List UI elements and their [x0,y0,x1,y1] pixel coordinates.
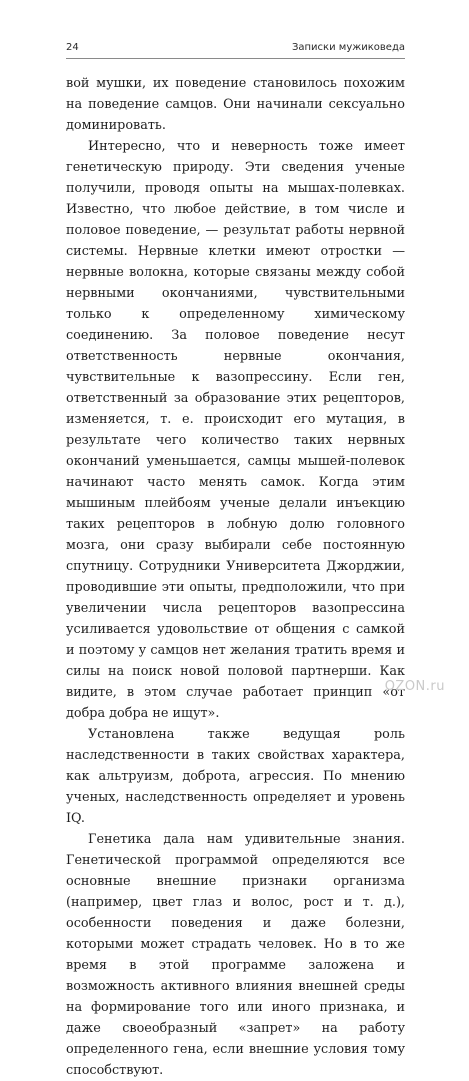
paragraph-4: Генетика дала нам удивительные знания. Генетической программой определяются все основные внешние признаки организма (например, цвет глаз и волос, рост и т. д.), особенности поведения и даже болезни, которыми может страдать человек. Но в то же время в этой программе заложена и возможность активного влияния внешней среды на формирование того или иного признака, и даже своеобразный «запрет» на работу определенного гена, если внешние условия тому способствуют. [66,832,405,1078]
watermark: OZON.ru [384,679,445,694]
running-title: Записки мужиковеда [291,42,405,53]
paragraph-1: вой мушки, их поведение становилось похожим на поведение самцов. Они начинали сексуально доминировать. [66,76,405,133]
page-number: 24 [66,42,79,53]
header-divider [66,58,405,59]
body-text [66,73,405,1081]
paragraph-3: Установлена также ведущая роль наследственности в таких свойствах характера, как альтруизм, доброта, агрессия. По мнению ученых, наследственность определяет и уровень IQ. [66,727,405,826]
paragraph-2: Интересно, что и неверность тоже имеет генетическую природу. Эти сведения ученые получили, проводя опыты на мышах-полевках. Известно, что любое действие, в том числе и половое поведение, — результат работы нервной системы. Нервные клетки имеют отростки — нервные волокна, которые связаны между собой нервными окончаниями, чувствительными только к определенному химическому соединению. За половое поведение несут ответственность нервные окончания, чувствительные к вазопрессину. Если ген, ответственный за образование этих рецепторов, изменяется, т. е. происходит его мутация, в результате чего количество таких нервных окончаний уменьшается, самцы мышей-полевок начинают часто менять самок. Когда этим мышиным плейбоям ученые делали инъекцию таких рецепторов в лобную долю головного мозга, они сразу выбирали себе постоянную спутницу. Сотрудники Университета Джорджии, проводившие эти опыты, предположили, что при увеличении числа рецепторов вазопрессина усиливается удовольствие от общения с самкой и поэтому у самцов нет желания тратить время и силы на поиск новой половой партнерши. Как видите, в этом случае работает принцип «от добра добра не ищут». [66,139,405,721]
